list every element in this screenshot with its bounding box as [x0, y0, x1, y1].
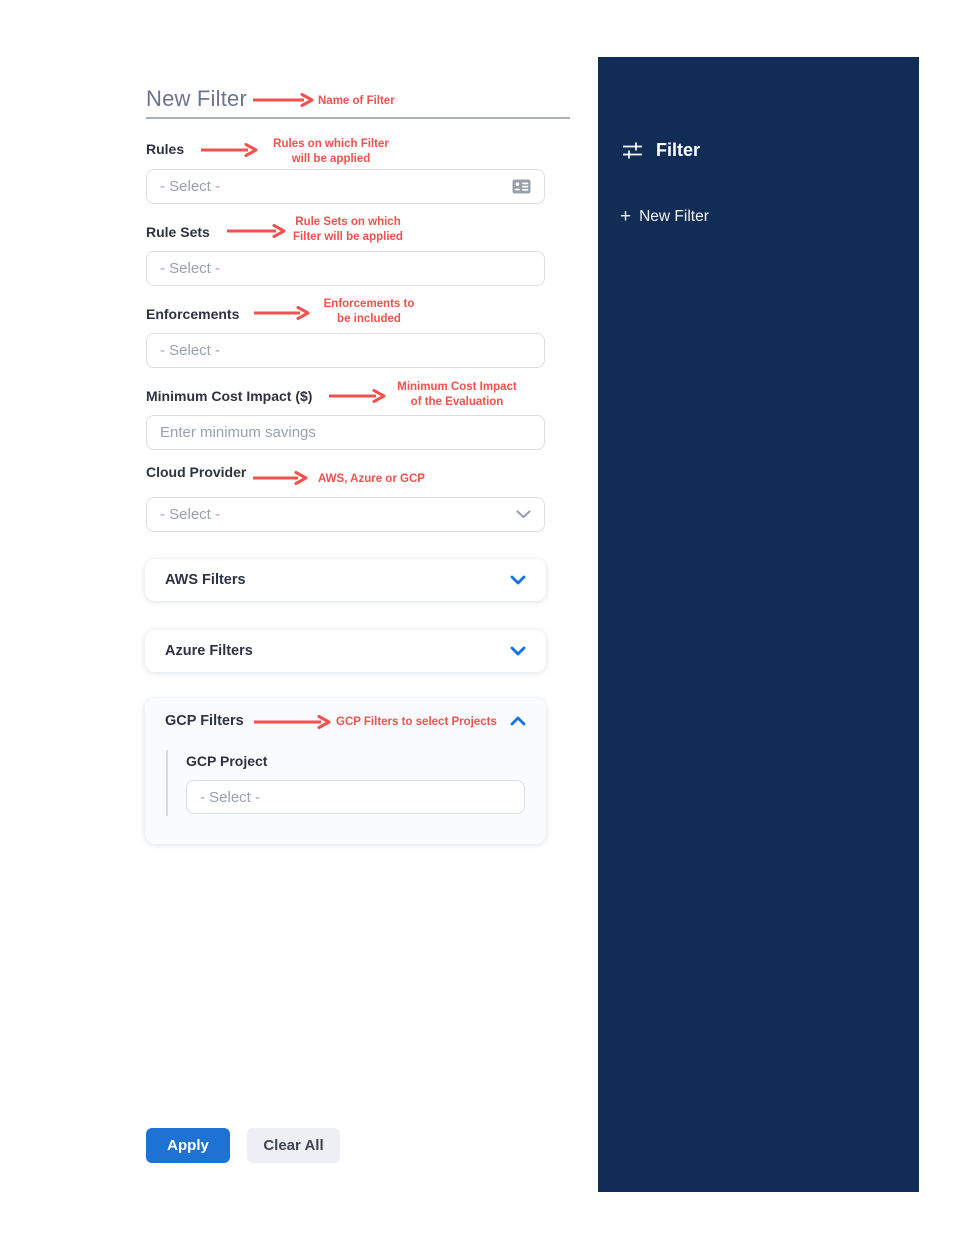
cloud-provider-label: Cloud Provider — [146, 464, 247, 480]
annotation-arrow-gcp — [253, 715, 331, 729]
min-cost-label: Minimum Cost Impact ($) — [146, 388, 313, 404]
sliders-icon — [622, 140, 643, 161]
gcp-project-select[interactable]: - Select - — [186, 780, 525, 814]
page-title: New Filter — [146, 86, 248, 111]
aws-filters-toggle[interactable] — [145, 559, 546, 601]
azure-filters-card — [145, 630, 546, 672]
plus-icon: + — [620, 206, 632, 227]
annotation-rules: Rules on which Filter will be applied — [273, 138, 389, 165]
annotation-enforcements: Enforcements to be included — [323, 298, 415, 325]
annotation-arrow-rule-sets — [226, 224, 286, 238]
rule-sets-label: Rule Sets — [146, 224, 210, 240]
cloud-provider-select[interactable]: - Select - — [146, 497, 545, 532]
annotation-name-of-filter: Name of Filter — [318, 95, 395, 107]
enforcements-label: Enforcements — [146, 306, 240, 322]
annotation-cloud-provider: AWS, Azure or GCP — [318, 473, 425, 485]
new-filter-label: New Filter — [639, 207, 709, 225]
annotation-arrow-min-cost — [328, 389, 386, 403]
apply-button[interactable]: Apply — [146, 1128, 230, 1163]
gcp-filters-label: GCP Filters — [165, 713, 244, 729]
min-cost-input[interactable] — [146, 415, 545, 450]
annotation-arrow-name — [252, 93, 314, 107]
gcp-section-guide-line — [166, 750, 168, 816]
aws-filters-label: AWS Filters — [165, 572, 246, 588]
azure-filters-label: Azure Filters — [165, 643, 253, 659]
annotation-arrow-cloud-provider — [252, 471, 308, 485]
azure-filters-toggle[interactable] — [145, 630, 546, 672]
annotation-gcp: GCP Filters to select Projects — [336, 716, 497, 728]
contact-card-icon — [512, 179, 531, 194]
chevron-up-icon — [510, 716, 526, 726]
sidebar-new-filter-button[interactable] — [620, 207, 709, 226]
rules-select[interactable]: - Select - — [146, 169, 545, 204]
annotation-rule-sets: Rule Sets on which Filter will be applied — [293, 216, 403, 243]
aws-filters-card — [145, 559, 546, 601]
chevron-down-icon — [510, 646, 526, 656]
annotation-arrow-rules — [200, 143, 258, 157]
title-underline — [146, 117, 570, 119]
chevron-down-icon — [516, 510, 531, 519]
annotation-arrow-enforcements — [253, 306, 310, 320]
rule-sets-select[interactable]: - Select - — [146, 251, 545, 286]
rules-label: Rules — [146, 141, 185, 157]
gcp-project-label: GCP Project — [186, 753, 268, 769]
annotation-min-cost: Minimum Cost Impact of the Evaluation — [397, 381, 517, 408]
sidebar-header — [622, 140, 700, 161]
filter-sidebar — [598, 57, 919, 1192]
sidebar-title: Filter — [656, 140, 701, 160]
chevron-down-icon — [510, 575, 526, 585]
enforcements-select[interactable]: - Select - — [146, 333, 545, 368]
clear-all-button[interactable]: Clear All — [247, 1128, 340, 1163]
